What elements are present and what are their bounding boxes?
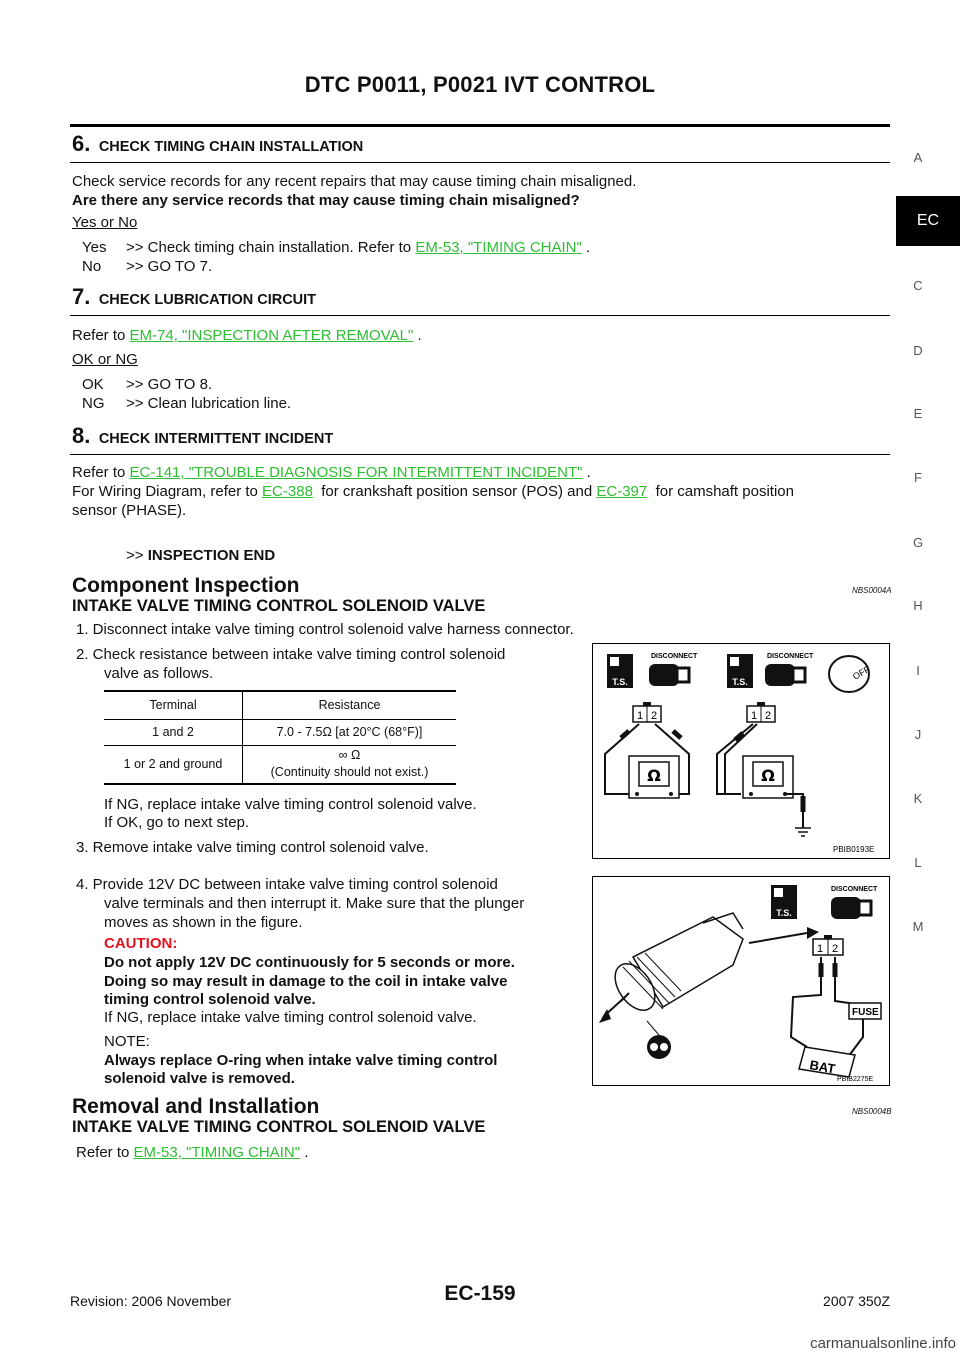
removal-text — [76, 1143, 308, 1162]
timing-chain-link[interactable]: EM-53, "TIMING CHAIN" — [133, 1144, 301, 1161]
table-header-terminal: Terminal — [104, 692, 243, 719]
step-rule — [70, 162, 890, 163]
inspection-after-removal-link[interactable]: EM-74, "INSPECTION AFTER REMOVAL" — [129, 327, 414, 344]
index-tab-ec[interactable]: EC — [896, 196, 960, 246]
figure-code: PBIB2275E — [837, 1076, 874, 1083]
intermittent-incident-link[interactable]: EC-141, "TROUBLE DIAGNOSIS FOR INTERMITTENT INCIDENT" — [129, 464, 583, 481]
fuse-icon — [849, 1003, 881, 1019]
plunger-symbol-icon — [647, 1021, 671, 1059]
step-7-heading — [72, 284, 316, 310]
solenoid-operation-figure — [592, 876, 890, 1086]
step-number: 8. — [72, 423, 91, 448]
component-inspection-title: Component Inspection — [72, 574, 300, 597]
step-7-text — [72, 326, 422, 345]
note-line-1: Always replace O-ring when intake valve timing control — [104, 1052, 498, 1069]
component-item-2a: 2. Check resistance between intake valve timing control solenoid — [76, 646, 506, 663]
table-header-row — [104, 692, 456, 719]
caution-line-2: Doing so may result in damage to the coil in intake valve — [104, 973, 508, 990]
wiring-post: for camshaft position — [647, 483, 794, 500]
resistance-table — [104, 690, 456, 785]
step-7-ng-key: NG — [82, 395, 105, 412]
svg-text:1: 1 — [637, 710, 644, 722]
figure-code: PBIB0193E — [833, 845, 875, 854]
step-rule — [70, 454, 890, 455]
caution-line-1: Do not apply 12V DC continuously for 5 seconds or more. — [104, 954, 515, 971]
component-subtitle: INTAKE VALVE TIMING CONTROL SOLENOID VALVE — [72, 597, 486, 615]
resistance-check-figure — [592, 643, 890, 859]
table-cell-resistance: 7.0 - 7.5Ω [at 20°C (68°F)] — [276, 725, 423, 739]
step-6-choice: Yes or No — [72, 214, 138, 231]
step-7-ok-key: OK — [82, 376, 104, 393]
ground-icon — [795, 828, 811, 836]
step-number: 7. — [72, 284, 91, 309]
table-cell-resistance-group — [243, 745, 457, 783]
index-letter-e[interactable]: E — [913, 406, 923, 421]
ohmmeter-icon — [743, 756, 793, 798]
ts-icon — [727, 654, 753, 688]
svg-text:2: 2 — [832, 943, 839, 955]
step-title: CHECK TIMING CHAIN INSTALLATION — [98, 139, 364, 155]
wiring-text: For Wiring Diagram, refer to — [72, 483, 263, 500]
svg-text:OFF: OFF — [851, 664, 872, 682]
component-item-1: 1. Disconnect intake valve timing control solenoid valve harness connector. — [76, 621, 574, 638]
removal-subtitle: INTAKE VALVE TIMING CONTROL SOLENOID VALVE — [72, 1118, 486, 1136]
component-item-2b: valve as follows. — [104, 665, 214, 682]
caution-line-3: timing control solenoid valve. — [104, 991, 316, 1008]
component-item-3: 3. Remove intake valve timing control solenoid valve. — [76, 839, 429, 856]
index-letter-m[interactable]: M — [912, 919, 924, 934]
yes-end: . — [581, 239, 591, 256]
ec-388-link[interactable]: EC-388 — [262, 483, 313, 500]
component-item-4a: 4. Provide 12V DC between intake valve timing control solenoid — [76, 876, 498, 893]
component-ok-line: If OK, go to next step. — [104, 814, 250, 831]
step-7-ng-text: >> Clean lubrication line. — [126, 395, 292, 412]
battery-icon — [799, 1047, 855, 1077]
ts-icon — [771, 885, 797, 919]
connector-icon — [747, 702, 775, 722]
table-row — [104, 745, 456, 783]
step-6-no-key: No — [82, 258, 102, 275]
step-8-text — [72, 463, 591, 482]
index-letter-c[interactable]: C — [913, 278, 923, 293]
disconnect-icon — [649, 653, 698, 686]
svg-text:Ω: Ω — [761, 766, 775, 785]
svg-text:DISCONNECT: DISCONNECT — [767, 653, 814, 660]
step-title: CHECK LUBRICATION CIRCUIT — [98, 292, 317, 308]
table-header-resistance: Resistance — [318, 698, 381, 713]
refer-end: . — [300, 1144, 309, 1161]
refer-text: Refer to — [72, 327, 130, 344]
step-8-wiring — [72, 482, 794, 501]
step-6-question: Are there any service records that may cause timing chain misaligned? — [72, 192, 580, 209]
svg-text:2: 2 — [765, 710, 772, 722]
step-6-text: Check service records for any recent repairs that may cause timing chain misaligned. — [72, 173, 637, 190]
step-title: CHECK INTERMITTENT INCIDENT — [98, 431, 334, 447]
refer-text: Refer to — [76, 1144, 134, 1161]
step-6-yes-row — [126, 238, 590, 257]
caution-label: CAUTION: — [104, 935, 178, 952]
step-6-yes-key: Yes — [82, 239, 107, 256]
refer-text: Refer to — [72, 464, 130, 481]
footer-revision: Revision: 2006 November — [70, 1293, 232, 1309]
solenoid-operation-diagram — [593, 877, 889, 1085]
removal-installation-title: Removal and Installation — [72, 1095, 320, 1118]
disconnect-icon — [831, 886, 878, 919]
watermark: carmanualsonline.info — [810, 1335, 956, 1352]
solenoid-valve-icon — [607, 913, 743, 1017]
caution-ng-line: If NG, replace intake valve timing control solenoid valve. — [104, 1009, 477, 1026]
step-number: 6. — [72, 131, 91, 156]
page-header-title: DTC P0011, P0021 IVT CONTROL — [304, 72, 656, 97]
footer-model: 2007 350Z — [823, 1293, 890, 1309]
svg-text:2: 2 — [651, 710, 658, 722]
note-label: NOTE: — [104, 1033, 150, 1050]
index-letter-f[interactable]: F — [914, 470, 922, 485]
table-cell-resistance: ∞ Ω — [338, 748, 361, 763]
ohmmeter-icon — [629, 756, 679, 798]
step-rule — [70, 315, 890, 316]
step-8-wiring-line2: sensor (PHASE). — [72, 502, 187, 519]
index-letter-g[interactable]: G — [912, 535, 924, 550]
step-7-choice: OK or NG — [72, 351, 138, 368]
step-6-heading — [72, 131, 363, 157]
component-item-4b: valve terminals and then interrupt it. Make sure that the plunger — [104, 895, 525, 912]
footer-page-number: EC-159 — [444, 1282, 516, 1305]
table-cell-terminal: 1 or 2 and ground — [104, 745, 243, 783]
ts-icon — [607, 654, 633, 688]
table-cell-terminal: 1 and 2 — [104, 719, 243, 745]
removal-code: NBS0004B — [852, 1107, 892, 1116]
step-8-end — [126, 546, 275, 565]
svg-text:DISCONNECT: DISCONNECT — [651, 653, 698, 660]
svg-text:Ω: Ω — [647, 766, 661, 785]
disconnect-icon — [765, 653, 814, 686]
note-line-2: solenoid valve is removed. — [104, 1070, 295, 1087]
index-letter-d[interactable]: D — [913, 343, 923, 358]
index-letter-i[interactable]: I — [916, 663, 920, 678]
end-arrow: >> — [126, 547, 144, 564]
index-letter-j[interactable]: J — [914, 727, 922, 742]
svg-text:T.S.: T.S. — [612, 677, 628, 687]
resistance-check-diagram — [593, 644, 889, 858]
header-rule — [70, 124, 890, 127]
svg-text:T.S.: T.S. — [732, 677, 748, 687]
refer-end: . — [582, 464, 591, 481]
component-item-4c: moves as shown in the figure. — [104, 914, 303, 931]
wiring-mid: for crankshaft position sensor (POS) and — [312, 483, 597, 500]
index-letter-l[interactable]: L — [914, 855, 922, 870]
index-letter-k[interactable]: K — [913, 791, 923, 806]
table-row — [104, 719, 456, 745]
component-ng-line: If NG, replace intake valve timing control solenoid valve. — [104, 796, 477, 813]
ignition-off-icon — [829, 656, 872, 692]
timing-chain-link[interactable]: EM-53, "TIMING CHAIN" — [415, 239, 582, 256]
connector-icon — [813, 935, 843, 955]
svg-text:1: 1 — [751, 710, 758, 722]
svg-text:1: 1 — [817, 943, 824, 955]
component-code: NBS0004A — [852, 586, 892, 595]
svg-text:FUSE: FUSE — [852, 1007, 879, 1018]
svg-text:DISCONNECT: DISCONNECT — [831, 886, 878, 893]
table-cell-note: (Continuity should not exist.) — [270, 765, 429, 780]
step-8-heading — [72, 423, 333, 449]
index-letter-a[interactable]: A — [913, 150, 923, 165]
yes-text: >> Check timing chain installation. Refer to — [126, 239, 416, 256]
step-6-no-text: >> GO TO 7. — [126, 258, 213, 275]
refer-end: . — [413, 327, 422, 344]
svg-text:BAT: BAT — [808, 1057, 837, 1077]
ec-397-link[interactable]: EC-397 — [596, 483, 648, 500]
resistance-table-grid — [104, 692, 456, 783]
end-text: INSPECTION END — [147, 547, 276, 564]
step-7-ok-text: >> GO TO 8. — [126, 376, 213, 393]
connector-icon — [633, 702, 661, 722]
svg-text:T.S.: T.S. — [776, 908, 792, 918]
index-letter-h[interactable]: H — [913, 598, 923, 613]
